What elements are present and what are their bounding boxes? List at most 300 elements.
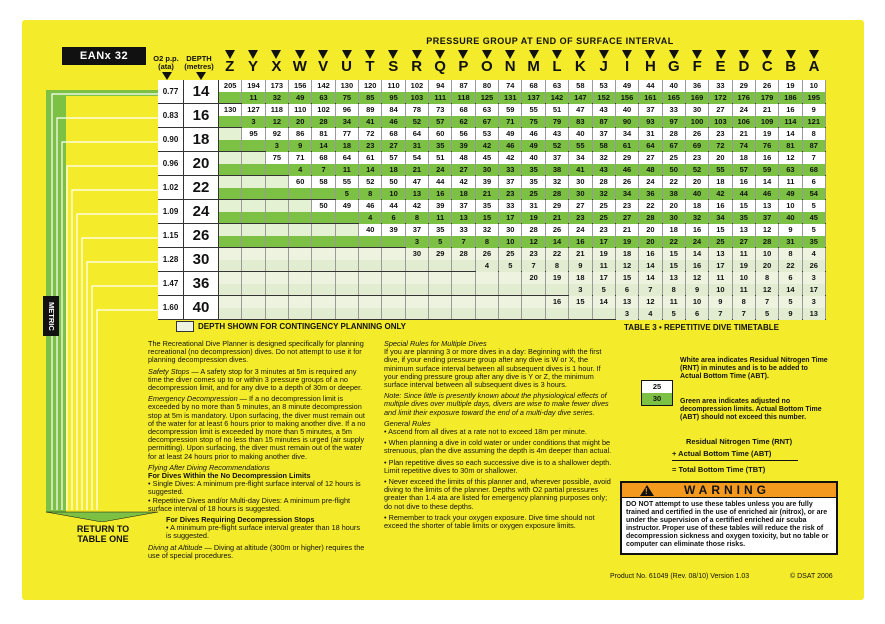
- table-cell[interactable]: [709, 296, 732, 319]
- depth-value[interactable]: 14: [184, 80, 218, 103]
- table-cell[interactable]: [803, 272, 826, 295]
- table-cell[interactable]: [476, 200, 499, 223]
- table-cell[interactable]: [242, 272, 265, 295]
- table-cell[interactable]: [593, 248, 616, 271]
- table-cell[interactable]: [336, 152, 359, 175]
- table-cell[interactable]: [266, 176, 289, 199]
- table-cell[interactable]: [639, 152, 662, 175]
- rnt-value: [406, 272, 428, 284]
- table-cell[interactable]: [593, 176, 616, 199]
- table-cell[interactable]: [429, 248, 452, 271]
- rnt-value: 37: [499, 176, 521, 188]
- table-cell[interactable]: [429, 128, 452, 151]
- rnt-value: [476, 272, 498, 284]
- rnt-value: 32: [593, 152, 615, 164]
- table-cell[interactable]: [803, 80, 826, 103]
- table-cell[interactable]: [663, 200, 686, 223]
- table-cell[interactable]: [569, 248, 592, 271]
- table-cell[interactable]: [242, 200, 265, 223]
- table-cell[interactable]: [779, 176, 802, 199]
- table-cell[interactable]: [522, 248, 545, 271]
- table-cell[interactable]: [382, 296, 405, 319]
- table-cell[interactable]: [406, 224, 429, 247]
- table-cell[interactable]: [219, 224, 242, 247]
- table-cell[interactable]: [219, 176, 242, 199]
- table-cell[interactable]: [499, 296, 522, 319]
- table-cell[interactable]: [639, 296, 662, 319]
- return-to-table-one[interactable]: RETURN TO TABLE ONE: [76, 524, 130, 544]
- table-cell[interactable]: [803, 104, 826, 127]
- table-cell[interactable]: [452, 104, 475, 127]
- table-cell[interactable]: [336, 224, 359, 247]
- table-cell[interactable]: [522, 80, 545, 103]
- table-cell[interactable]: [803, 200, 826, 223]
- table-cell[interactable]: [429, 104, 452, 127]
- table-cell[interactable]: [639, 272, 662, 295]
- table-cell[interactable]: [546, 248, 569, 271]
- table-cell[interactable]: [406, 272, 429, 295]
- table-cell[interactable]: [593, 80, 616, 103]
- table-cell[interactable]: [686, 176, 709, 199]
- table-cell[interactable]: [242, 104, 265, 127]
- table-cell[interactable]: [266, 104, 289, 127]
- table-cell[interactable]: [639, 224, 662, 247]
- table-cell[interactable]: [242, 296, 265, 319]
- table-cell[interactable]: [406, 152, 429, 175]
- table-cell[interactable]: [733, 128, 756, 151]
- table-cell[interactable]: [733, 176, 756, 199]
- table-cell[interactable]: [476, 272, 499, 295]
- table-cell[interactable]: [382, 128, 405, 151]
- table-cell[interactable]: [546, 80, 569, 103]
- depth-value[interactable]: 24: [184, 200, 218, 223]
- table-cell[interactable]: [429, 80, 452, 103]
- table-cell[interactable]: [382, 224, 405, 247]
- table-cell[interactable]: [546, 128, 569, 151]
- table-cell[interactable]: [219, 152, 242, 175]
- table-cell[interactable]: [219, 200, 242, 223]
- table-cell[interactable]: [406, 128, 429, 151]
- table-cell[interactable]: [686, 296, 709, 319]
- table-cell[interactable]: [359, 296, 382, 319]
- table-cell[interactable]: [709, 176, 732, 199]
- table-cell[interactable]: [242, 176, 265, 199]
- table-cell[interactable]: [452, 128, 475, 151]
- table-cell[interactable]: [686, 128, 709, 151]
- table-cell[interactable]: [709, 152, 732, 175]
- table-cell[interactable]: [546, 272, 569, 295]
- table-cell[interactable]: [289, 248, 312, 271]
- table-cell[interactable]: [429, 200, 452, 223]
- table-cell[interactable]: [709, 248, 732, 271]
- table-cell[interactable]: [289, 80, 312, 103]
- table-cell[interactable]: [686, 104, 709, 127]
- abt-value: [336, 236, 358, 248]
- abt-value: 5: [336, 188, 358, 200]
- table-cell[interactable]: [476, 248, 499, 271]
- table-cell[interactable]: [266, 128, 289, 151]
- table-cell[interactable]: [522, 128, 545, 151]
- table-cell[interactable]: [663, 104, 686, 127]
- table-cell[interactable]: [733, 272, 756, 295]
- table-cell[interactable]: [522, 224, 545, 247]
- table-cell[interactable]: [733, 80, 756, 103]
- grid-row-22: [219, 176, 826, 200]
- rnt-value: 36: [686, 80, 708, 92]
- table-cell[interactable]: [499, 152, 522, 175]
- table-cell[interactable]: [803, 152, 826, 175]
- table-cell[interactable]: [686, 152, 709, 175]
- table-cell[interactable]: [289, 224, 312, 247]
- depth-value[interactable]: 16: [184, 104, 218, 127]
- table-cell[interactable]: [756, 224, 779, 247]
- table-cell[interactable]: [569, 272, 592, 295]
- table-cell[interactable]: [336, 272, 359, 295]
- table-cell[interactable]: [499, 128, 522, 151]
- table-cell[interactable]: [242, 224, 265, 247]
- table-cell[interactable]: [733, 152, 756, 175]
- table-cell[interactable]: [359, 176, 382, 199]
- table-cell[interactable]: [639, 176, 662, 199]
- table-cell[interactable]: [733, 224, 756, 247]
- table-cell[interactable]: [663, 128, 686, 151]
- table-cell[interactable]: [406, 176, 429, 199]
- table-cell[interactable]: [452, 224, 475, 247]
- table-cell[interactable]: [639, 128, 662, 151]
- table-cell[interactable]: [709, 272, 732, 295]
- table-cell[interactable]: [382, 80, 405, 103]
- table-cell[interactable]: [499, 224, 522, 247]
- table-cell[interactable]: [639, 80, 662, 103]
- table-cell[interactable]: [546, 176, 569, 199]
- table-cell[interactable]: [779, 128, 802, 151]
- abt-value: 156: [616, 92, 638, 104]
- table-cell[interactable]: [336, 200, 359, 223]
- table-cell[interactable]: [312, 104, 335, 127]
- abt-value: 85: [359, 92, 381, 104]
- table-cell[interactable]: [382, 248, 405, 271]
- table-cell[interactable]: [312, 152, 335, 175]
- table-cell[interactable]: [756, 128, 779, 151]
- table-cell[interactable]: [733, 248, 756, 271]
- table-cell[interactable]: [779, 80, 802, 103]
- table-cell[interactable]: [733, 104, 756, 127]
- table-cell[interactable]: [522, 104, 545, 127]
- table-cell[interactable]: [663, 176, 686, 199]
- table-cell[interactable]: [452, 296, 475, 319]
- abt-value: 147: [569, 92, 591, 104]
- table-cell[interactable]: [289, 104, 312, 127]
- table-cell[interactable]: [219, 104, 242, 127]
- table-cell[interactable]: [569, 200, 592, 223]
- table-cell[interactable]: [476, 176, 499, 199]
- table-cell[interactable]: [266, 152, 289, 175]
- table-cell[interactable]: [756, 80, 779, 103]
- table-cell[interactable]: [289, 272, 312, 295]
- general-rule: • Never exceed the limits of this planner and, wherever possible, avoid diving to the limits of the planner. Depths with O2 partial pressures greater than 1.4 ata are listed for emergency planning purposes only; do not dive to these depths.: [384, 477, 611, 511]
- table-cell[interactable]: [803, 248, 826, 271]
- table-cell[interactable]: [266, 272, 289, 295]
- table-cell[interactable]: [569, 176, 592, 199]
- abt-value: [336, 260, 358, 272]
- table-cell[interactable]: [499, 248, 522, 271]
- table-cell[interactable]: [219, 296, 242, 319]
- table-cell[interactable]: [289, 128, 312, 151]
- depth-value[interactable]: 26: [184, 224, 218, 247]
- table-cell[interactable]: [336, 80, 359, 103]
- table-cell[interactable]: [803, 176, 826, 199]
- table-cell[interactable]: [546, 152, 569, 175]
- abt-value: 38: [546, 164, 568, 176]
- table-cell[interactable]: [616, 152, 639, 175]
- abt-value: 7: [522, 260, 544, 272]
- table-cell[interactable]: [522, 200, 545, 223]
- table-cell[interactable]: [499, 200, 522, 223]
- table-cell[interactable]: [336, 104, 359, 127]
- table-cell[interactable]: [359, 200, 382, 223]
- depth-value[interactable]: 36: [184, 272, 218, 295]
- table-cell[interactable]: [733, 200, 756, 223]
- table-cell[interactable]: [289, 296, 312, 319]
- table-cell[interactable]: [709, 224, 732, 247]
- table-cell[interactable]: [616, 296, 639, 319]
- table-cell[interactable]: [756, 272, 779, 295]
- table-cell[interactable]: [289, 152, 312, 175]
- table-cell[interactable]: [476, 128, 499, 151]
- table-cell[interactable]: [593, 272, 616, 295]
- table-cell[interactable]: [359, 272, 382, 295]
- table-cell[interactable]: [593, 128, 616, 151]
- table-cell[interactable]: [779, 152, 802, 175]
- table-cell[interactable]: [359, 224, 382, 247]
- rnt-value: 130: [219, 104, 241, 116]
- abt-value: 3: [242, 116, 264, 128]
- table-cell[interactable]: [289, 176, 312, 199]
- table-cell[interactable]: [452, 152, 475, 175]
- table-cell[interactable]: [756, 176, 779, 199]
- table-cell[interactable]: [266, 200, 289, 223]
- table-cell[interactable]: [686, 200, 709, 223]
- table-cell[interactable]: [546, 224, 569, 247]
- depth-value[interactable]: 40: [184, 296, 218, 319]
- table-cell[interactable]: [616, 248, 639, 271]
- table-cell[interactable]: [242, 248, 265, 271]
- table-cell[interactable]: [382, 200, 405, 223]
- table-cell[interactable]: [359, 152, 382, 175]
- table-cell[interactable]: [803, 296, 826, 319]
- table-cell[interactable]: [663, 296, 686, 319]
- table-cell[interactable]: [429, 272, 452, 295]
- table-cell[interactable]: [382, 152, 405, 175]
- table-cell[interactable]: [779, 272, 802, 295]
- table-cell[interactable]: [359, 80, 382, 103]
- table-cell[interactable]: [219, 128, 242, 151]
- table-cell[interactable]: [803, 128, 826, 151]
- table-cell[interactable]: [616, 272, 639, 295]
- rnt-value: 43: [593, 104, 615, 116]
- rnt-value: 23: [616, 200, 638, 212]
- table-cell[interactable]: [429, 176, 452, 199]
- table-cell[interactable]: [312, 272, 335, 295]
- table-cell[interactable]: [336, 176, 359, 199]
- table-cell[interactable]: [663, 152, 686, 175]
- table-cell[interactable]: [639, 200, 662, 223]
- rnt-value: 47: [569, 104, 591, 116]
- table-cell[interactable]: [803, 224, 826, 247]
- table-cell[interactable]: [593, 104, 616, 127]
- table-cell[interactable]: [569, 224, 592, 247]
- table-cell[interactable]: [499, 104, 522, 127]
- table-cell[interactable]: [406, 104, 429, 127]
- depth-value[interactable]: 20: [184, 152, 218, 175]
- table-cell[interactable]: [593, 200, 616, 223]
- table-cell[interactable]: [779, 296, 802, 319]
- depth-value[interactable]: 18: [184, 128, 218, 151]
- table-cell[interactable]: [569, 128, 592, 151]
- table-cell[interactable]: [779, 104, 802, 127]
- table-cell[interactable]: [359, 104, 382, 127]
- table-cell[interactable]: [686, 224, 709, 247]
- rnt-value: 64: [336, 152, 358, 164]
- table-cell[interactable]: [733, 296, 756, 319]
- table-cell[interactable]: [312, 80, 335, 103]
- table-cell[interactable]: [406, 296, 429, 319]
- table-cell[interactable]: [709, 80, 732, 103]
- table-cell[interactable]: [686, 80, 709, 103]
- table-cell[interactable]: [336, 128, 359, 151]
- table-cell[interactable]: [452, 248, 475, 271]
- table-cell[interactable]: [616, 128, 639, 151]
- pressure-group-m: [522, 50, 545, 82]
- depth-row-36: [158, 272, 218, 296]
- table-cell[interactable]: [709, 128, 732, 151]
- table-cell[interactable]: [569, 296, 592, 319]
- table-cell[interactable]: [616, 104, 639, 127]
- abt-value: 6: [616, 284, 638, 296]
- table-cell[interactable]: [522, 272, 545, 295]
- table-cell[interactable]: [522, 176, 545, 199]
- table-cell[interactable]: [686, 272, 709, 295]
- table-cell[interactable]: [312, 200, 335, 223]
- table-cell[interactable]: [219, 80, 242, 103]
- table-cell[interactable]: [756, 104, 779, 127]
- table-cell[interactable]: [312, 224, 335, 247]
- table-cell[interactable]: [452, 272, 475, 295]
- table-cell[interactable]: [312, 176, 335, 199]
- depth-value[interactable]: 30: [184, 248, 218, 271]
- table-cell[interactable]: [756, 248, 779, 271]
- table-cell[interactable]: [382, 176, 405, 199]
- table-cell[interactable]: [593, 224, 616, 247]
- table-cell[interactable]: [779, 224, 802, 247]
- table-cell[interactable]: [779, 200, 802, 223]
- o2-pp-value: 1.28: [158, 248, 184, 271]
- table-cell[interactable]: [709, 104, 732, 127]
- table-cell[interactable]: [312, 296, 335, 319]
- table-cell[interactable]: [382, 104, 405, 127]
- table-cell[interactable]: [452, 80, 475, 103]
- table-cell[interactable]: [709, 200, 732, 223]
- table-cell[interactable]: [663, 224, 686, 247]
- table-cell[interactable]: [242, 128, 265, 151]
- table-cell[interactable]: [639, 248, 662, 271]
- table-cell[interactable]: [336, 296, 359, 319]
- table-cell[interactable]: [242, 80, 265, 103]
- table-cell[interactable]: [756, 296, 779, 319]
- table-cell[interactable]: [639, 104, 662, 127]
- table-cell[interactable]: [359, 248, 382, 271]
- table-cell[interactable]: [616, 80, 639, 103]
- table-cell[interactable]: [499, 80, 522, 103]
- table-cell[interactable]: [429, 224, 452, 247]
- table-cell[interactable]: [756, 200, 779, 223]
- table-cell[interactable]: [686, 248, 709, 271]
- table-cell[interactable]: [359, 128, 382, 151]
- table-cell[interactable]: [266, 80, 289, 103]
- rnt-value: 25: [593, 200, 615, 212]
- table-cell[interactable]: [779, 248, 802, 271]
- table-cell[interactable]: [476, 104, 499, 127]
- table-cell[interactable]: [546, 200, 569, 223]
- table-cell[interactable]: [219, 248, 242, 271]
- table-cell[interactable]: [593, 296, 616, 319]
- depth-value[interactable]: 22: [184, 176, 218, 199]
- table-cell[interactable]: [219, 272, 242, 295]
- table-cell[interactable]: [499, 272, 522, 295]
- table-cell[interactable]: [312, 248, 335, 271]
- table-cell[interactable]: [476, 80, 499, 103]
- note-text: Note: Since little is presently known about the physiological effects of multiple dives over multiple days, divers are wise to make fewer dives and limit their exposure toward the end of a multi-day dive series.: [384, 391, 609, 417]
- table-cell[interactable]: [522, 152, 545, 175]
- table-cell[interactable]: [266, 224, 289, 247]
- table-cell[interactable]: [289, 200, 312, 223]
- table-cell[interactable]: [663, 272, 686, 295]
- table-cell[interactable]: [429, 296, 452, 319]
- table-cell[interactable]: [616, 200, 639, 223]
- table-cell[interactable]: [569, 80, 592, 103]
- table-cell[interactable]: [242, 152, 265, 175]
- table-cell[interactable]: [429, 152, 452, 175]
- table-cell[interactable]: [382, 272, 405, 295]
- table-cell[interactable]: [499, 176, 522, 199]
- abt-value: 41: [359, 116, 381, 128]
- table-cell[interactable]: [406, 248, 429, 271]
- table-cell[interactable]: [593, 152, 616, 175]
- table-cell[interactable]: [336, 248, 359, 271]
- table-cell[interactable]: [663, 80, 686, 103]
- table-cell[interactable]: [569, 104, 592, 127]
- table-cell[interactable]: [569, 152, 592, 175]
- table-cell[interactable]: [616, 176, 639, 199]
- table-cell[interactable]: [452, 200, 475, 223]
- table-cell[interactable]: [406, 200, 429, 223]
- table-cell[interactable]: [312, 128, 335, 151]
- table-cell[interactable]: [546, 104, 569, 127]
- table-cell[interactable]: [546, 296, 569, 319]
- table-cell[interactable]: [756, 152, 779, 175]
- table-cell[interactable]: [452, 176, 475, 199]
- table-cell[interactable]: [616, 224, 639, 247]
- table-cell[interactable]: [663, 248, 686, 271]
- table-cell[interactable]: [476, 152, 499, 175]
- table-cell[interactable]: [476, 224, 499, 247]
- table-cell[interactable]: [476, 296, 499, 319]
- table-cell[interactable]: [406, 80, 429, 103]
- table-cell[interactable]: [266, 248, 289, 271]
- table-cell[interactable]: [522, 296, 545, 319]
- pressure-group-letter: X: [271, 58, 282, 75]
- table-cell[interactable]: [266, 296, 289, 319]
